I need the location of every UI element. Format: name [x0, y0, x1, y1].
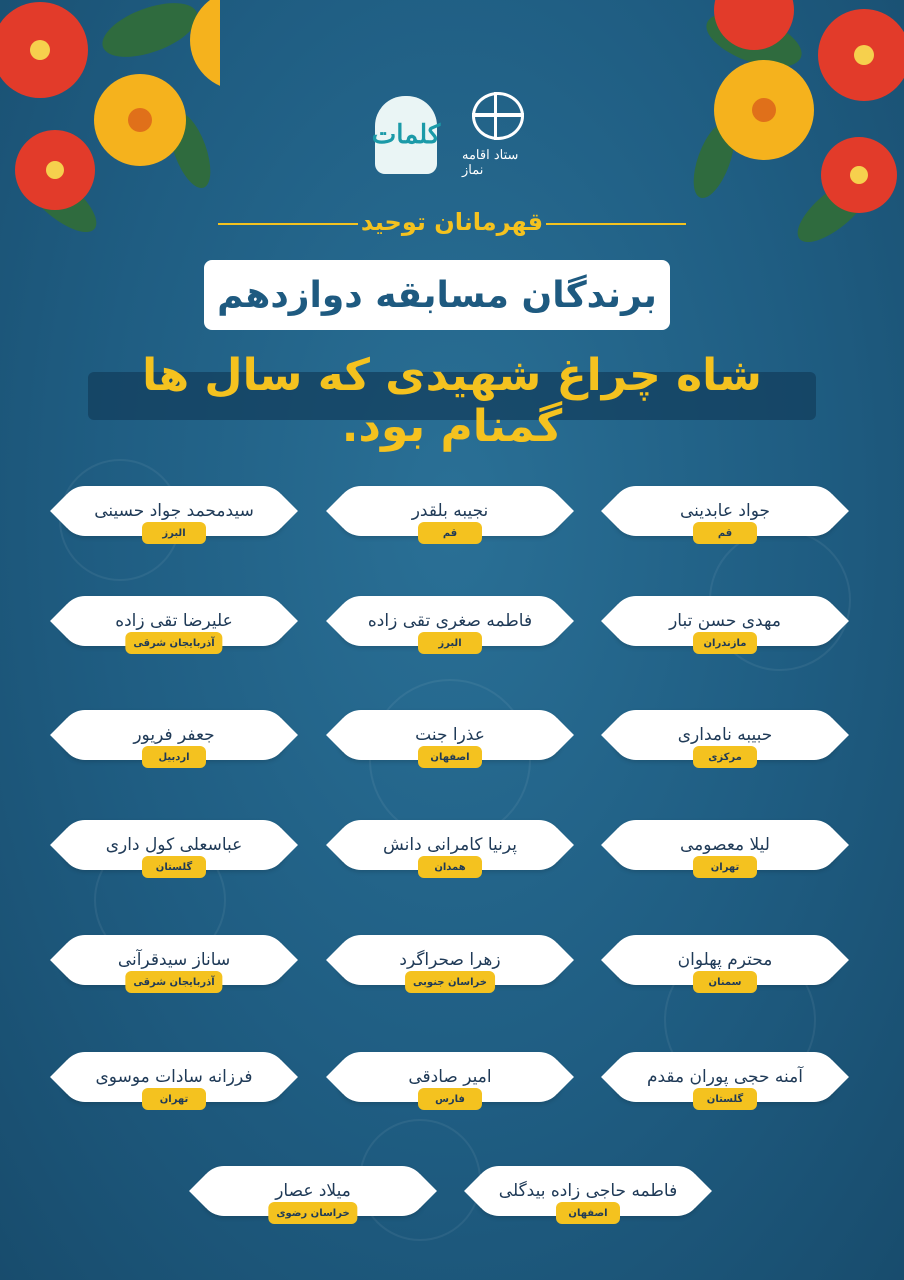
- winner-province-badge: اصفهان: [556, 1202, 620, 1224]
- winner-name: ساناز سیدقرآنی: [117, 950, 231, 970]
- winner-province-badge: خراسان رضوی: [268, 1202, 357, 1224]
- title-box: [204, 260, 670, 330]
- winner-name: نجیبه بلقدر: [411, 501, 489, 521]
- winner-province-badge: فارس: [418, 1088, 482, 1110]
- winner-province-badge: تهران: [693, 856, 757, 878]
- subtitle: قهرمانان توحید: [360, 208, 544, 236]
- setad-logo: [462, 92, 534, 178]
- winner-province-badge: البرز: [142, 522, 206, 544]
- winner-name: فاطمه حاجی زاده بیدگلی: [498, 1181, 678, 1201]
- headline-banner: [88, 350, 816, 452]
- winner-card: [200, 1166, 426, 1250]
- winner-province-badge: تهران: [142, 1088, 206, 1110]
- winner-card: [612, 596, 838, 680]
- winner-name: فاطمه صغری تقی زاده: [367, 611, 533, 631]
- winner-province-badge: البرز: [418, 632, 482, 654]
- kalamat-logo: [370, 92, 442, 178]
- winner-name: میلاد عصار: [275, 1181, 351, 1201]
- winner-province-badge: آذربایجان شرقی: [125, 632, 222, 654]
- winner-name: امیر صادقی: [408, 1067, 492, 1087]
- winner-name: آمنه حجی پوران مقدم: [646, 1067, 804, 1087]
- winner-province-badge: قم: [693, 522, 757, 544]
- winner-name: سیدمحمد جواد حسینی: [94, 501, 254, 521]
- winner-card: [337, 486, 563, 570]
- winner-card: [612, 935, 838, 1019]
- winner-card: [61, 486, 287, 570]
- winner-card: [612, 820, 838, 904]
- page-title: برندگان مسابقه دوازدهم: [217, 274, 657, 316]
- winner-name: جواد عابدینی: [680, 501, 770, 521]
- winner-name: عذرا جنت: [415, 725, 485, 745]
- globe-icon: [472, 92, 524, 140]
- winner-name: پرنیا کامرانی دانش: [382, 835, 518, 855]
- winner-name: فرزانه سادات موسوی: [95, 1067, 253, 1087]
- winner-name: لیلا معصومی: [680, 835, 770, 855]
- winner-card: [337, 935, 563, 1019]
- subtitle-row: [0, 208, 904, 236]
- winner-card: [475, 1166, 701, 1250]
- winner-province-badge: همدان: [418, 856, 482, 878]
- winner-province-badge: قم: [418, 522, 482, 544]
- winner-province-badge: اردبیل: [142, 746, 206, 768]
- winner-province-badge: گلستان: [142, 856, 206, 878]
- winner-card: [61, 596, 287, 680]
- winner-card: [612, 1052, 838, 1136]
- winner-card: [337, 596, 563, 680]
- winner-province-badge: آذربایجان شرقی: [125, 971, 222, 993]
- winner-card: [61, 820, 287, 904]
- winner-name: محترم پهلوان: [677, 950, 773, 970]
- winner-card: [61, 935, 287, 1019]
- winner-name: زهرا صحراگرد: [399, 950, 501, 970]
- winner-province-badge: خراسان جنوبی: [405, 971, 495, 993]
- winner-province-badge: مازندران: [693, 632, 757, 654]
- headline-text: شاه چراغ شهیدی که سال ها گمنام بود.: [142, 350, 762, 452]
- winner-card: [337, 710, 563, 794]
- winner-name: حبیبه نامداری: [677, 725, 773, 745]
- winner-name: مهدی حسن تبار: [669, 611, 781, 631]
- kalamat-logo-text: کلمات: [371, 120, 441, 150]
- winner-card: [612, 486, 838, 570]
- winner-province-badge: گلستان: [693, 1088, 757, 1110]
- winner-province-badge: سمنان: [693, 971, 757, 993]
- winner-card: [612, 710, 838, 794]
- winner-card: [61, 1052, 287, 1136]
- winner-card: [337, 1052, 563, 1136]
- winner-name: جعفر فریور: [133, 725, 215, 745]
- winner-name: عباسعلی کول داری: [105, 835, 243, 855]
- setad-logo-text: ستاد اقامه نماز: [462, 148, 519, 178]
- winner-province-badge: اصفهان: [418, 746, 482, 768]
- winner-card: [61, 710, 287, 794]
- divider-line: [218, 223, 358, 225]
- winner-name: علیرضا تقی زاده: [115, 611, 233, 631]
- divider-line: [546, 223, 686, 225]
- logo-bar: [0, 92, 904, 178]
- winner-province-badge: مرکزی: [693, 746, 757, 768]
- winner-card: [337, 820, 563, 904]
